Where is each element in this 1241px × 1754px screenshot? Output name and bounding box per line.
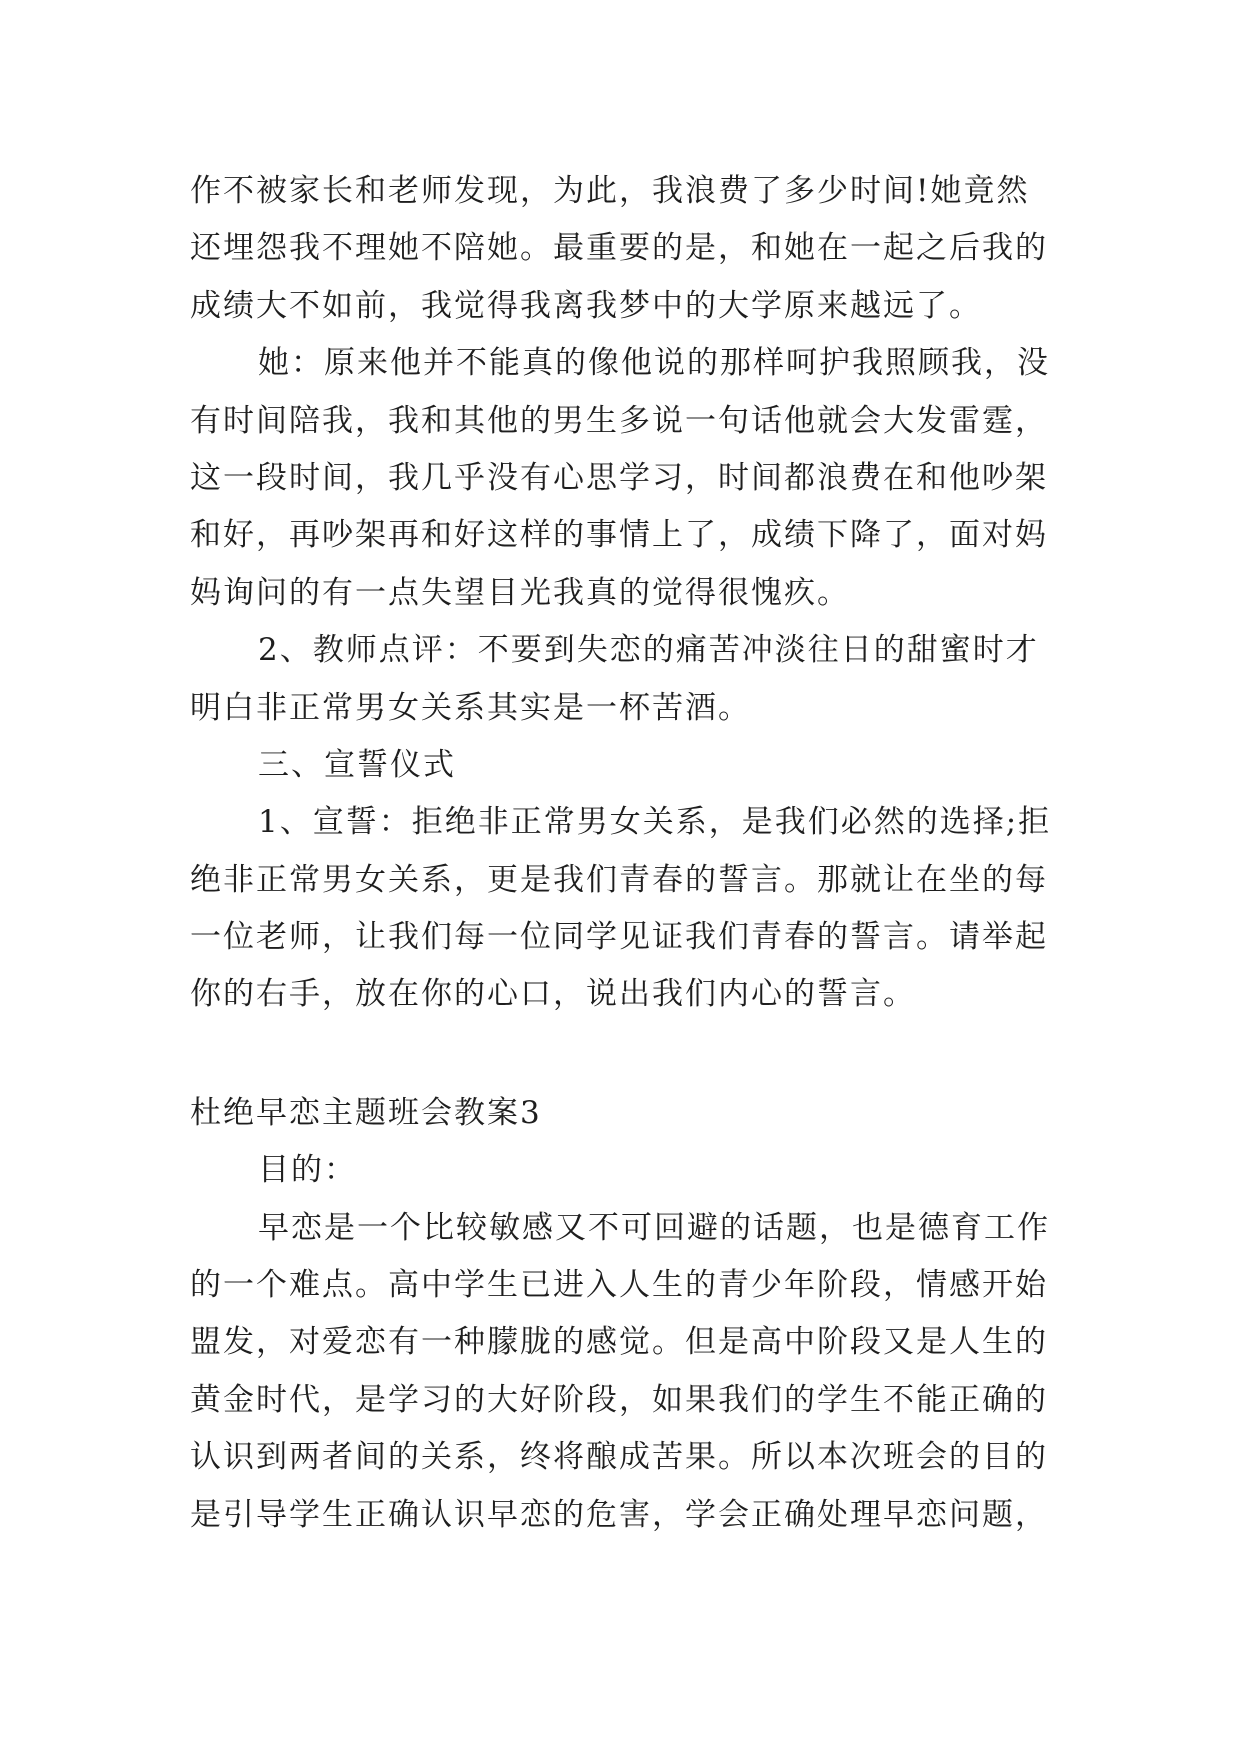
oath-paragraph: [190, 794, 1070, 1024]
text-line: 2、教师点评：不要到失恋的痛苦冲淡往日的甜蜜时才: [258, 632, 1039, 669]
text-line: 这一段时间，我几乎没有心思学习，时间都浪费在和他吵架: [190, 459, 1048, 496]
text-line: 绝非正常男女关系，更是我们青春的誓言。那就让在坐的每: [190, 861, 1048, 898]
text-line: 盟发，对爱恋有一种朦胧的感觉。但是高中阶段又是人生的: [190, 1324, 1048, 1361]
text-line: 明白非正常男女关系其实是一杯苦酒。: [190, 689, 751, 726]
text-line: 黄金时代，是学习的大好阶段，如果我们的学生不能正确的: [190, 1381, 1048, 1418]
document-body: [190, 163, 1070, 1544]
text-line: 的一个难点。高中学生已进入人生的青少年阶段，情感开始: [190, 1267, 1048, 1304]
boy-paragraph-end: [190, 163, 1070, 335]
text-line: 作不被家长和老师发现，为此，我浪费了多少时间!她竟然: [190, 173, 1030, 209]
text-line: 她：原来他并不能真的像他说的那样呵护我照顾我，没: [258, 345, 1050, 382]
text-line: 是引导学生正确认识早恋的危害，学会正确处理早恋问题，: [190, 1496, 1048, 1533]
purpose-label: 目的：: [258, 1152, 357, 1189]
text-line: 一位老师，让我们每一位同学见证我们青春的誓言。请举起: [190, 919, 1048, 956]
text-line: 认识到两者间的关系，终将酿成苦果。所以本次班会的目的: [190, 1439, 1048, 1476]
text-line: 妈询问的有一点失望目光我真的觉得很愧疚。: [190, 574, 850, 611]
section-gap: [190, 1024, 1070, 1085]
text-line: 成绩大不如前，我觉得我离我梦中的大学原来越远了。: [190, 287, 982, 324]
text-line: 你的右手，放在你的心口，说出我们内心的誓言。: [190, 976, 916, 1013]
text-line: 1、宣誓：拒绝非正常男女关系，是我们必然的选择;拒: [258, 804, 1052, 841]
text-line: 和好，再吵架再和好这样的事情上了，成绩下降了，面对妈: [190, 517, 1048, 554]
girl-paragraph: [190, 335, 1070, 622]
text-line: 还埋怨我不理她不陪她。最重要的是，和她在一起之后我的: [190, 230, 1048, 267]
document-title: 杜绝早恋主题班会教案3: [190, 1094, 542, 1131]
text-line: 早恋是一个比较敏感又不可回避的话题，也是德育工作: [258, 1209, 1050, 1246]
teacher-comment-paragraph: [190, 622, 1070, 737]
purpose-paragraph: [190, 1200, 1070, 1544]
text-line: 有时间陪我，我和其他的男生多说一句话他就会大发雷霆，: [190, 402, 1048, 439]
section-heading: 三、宣誓仪式: [258, 746, 456, 783]
